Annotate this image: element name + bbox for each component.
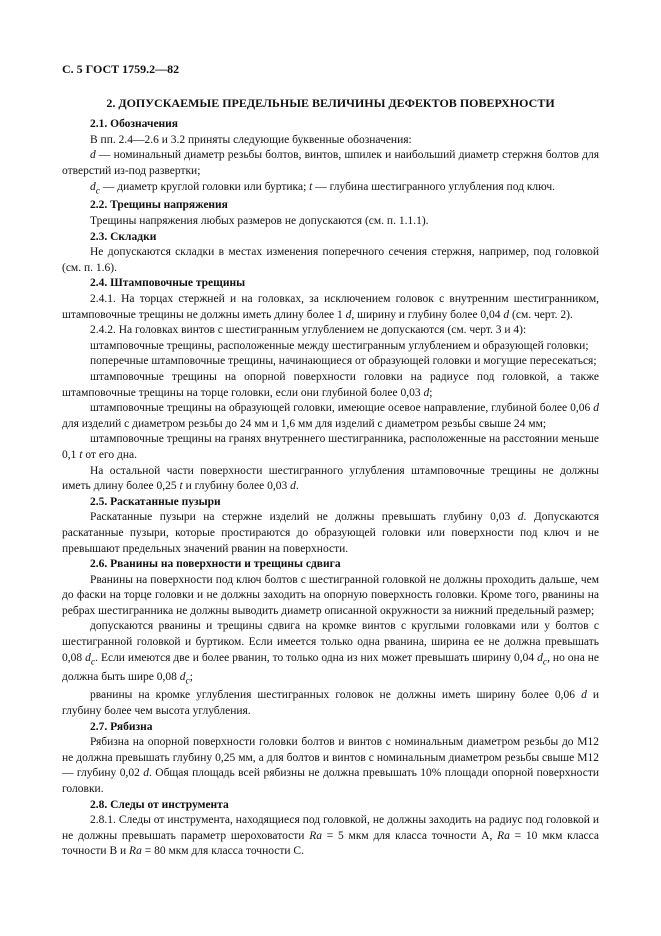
para-2-4-2d: штамповочные трещины на образующей головки, имеющие осевое направление, глубиной более 0,06 d для изделий с диаметром резьбы до 24 мм и 1,6 мм для изделий с диаметром резьбы свыше 24 мм; [62, 402, 599, 430]
para-2-4-1: 2.4.1. На торцах стержней и на головках, за исключением головок с внутренним шестигранником, штамповочные трещины не должны иметь длину более 1 d, ширину и глубину более 0,04 d (см. черт. 2). [62, 293, 599, 321]
heading-2-5: 2.5. Раскатанные пузыри [90, 495, 221, 508]
heading-2-3: 2.3. Складки [90, 230, 157, 243]
para-2-1-2: d — номинальный диаметр резьбы болтов, винтов, шпилек и наибольший диаметр стержня болтов для отверстий из-под развертки; [62, 149, 599, 177]
heading-2-6: 2.6. Рванины на поверхности и трещины сдвига [90, 558, 341, 571]
page-header: С. 5 ГОСТ 1759.2—82 [62, 62, 180, 76]
para-2-4-2a: штамповочные трещины, расположенные между шестигранным углублением и образующей головки; [90, 339, 589, 352]
para-2-7: Рябизна на опорной поверхности головки болтов и винтов с номинальным диаметром резьбы до М12 не должна превышать глубину 0,25 мм, а для болтов и винтов с номинальным диаметром резьбы свыше М12 — глубину 0,02 d. Общая площадь всей рябизны не должна превышать 10% площади опорной поверхности головки. [62, 736, 599, 796]
para-2-1-3: $d_c$ — диаметр круглой головки или буртика; t — глубина шестигранного углубления под ключ. [90, 180, 555, 196]
document-page [62, 62, 599, 860]
heading-2-2: 2.2. Трещины напряжения [90, 199, 228, 212]
heading-2-4: 2.4. Штамповочные трещины [90, 277, 246, 290]
heading-2-7: 2.7. Рябизна [90, 720, 153, 733]
para-2-2: Трещины напряжения любых размеров не допускаются (см. п. 1.1.1). [90, 215, 429, 228]
para-2-3: Не допускаются складки в местах изменения поперечного сечения стержня, например, под головкой (см. п. 1.6). [62, 246, 599, 274]
para-2-6-1: Рванины на поверхности под ключ болтов с шестигранной головкой не должны проходить дальше, чем до фаски на торце головки и не должны заходить на опорную поверхность головки. Кроме того, рванины на ребрах шестигранника не должны выводить диаметр описанной окружности за нижний предельный размер; [62, 573, 599, 617]
para-2-4-3: На остальной части поверхности шестигранного углубления штамповочные трещины не должны иметь длину более 0,25 t и глубину более 0,03 d. [62, 464, 599, 493]
para-2-8-1: 2.8.1. Следы от инструмента, находящиеся под головкой, не должны заходить на радиус под головкой и не должны превышать параметр шероховатости Ra = 5 мкм для класса точности А, Ra = 10 мкм класса точности В и Ra = 80 мкм для класса точности С. [62, 814, 600, 858]
para-2-4-2: 2.4.2. На головках винтов с шестигранным углублением не допускаются (см. черт. 3 и 4): [90, 324, 527, 337]
para-2-4-2b: поперечные штамповочные трещины, начинающиеся от образующей головки и могущие пересекаться; [90, 355, 597, 368]
para-2-6-3: рванины на кромке углубления шестигранных головок не должны иметь ширину более 0,06 d и глубину более чем высота углубления. [62, 689, 599, 718]
heading-2-8: 2.8. Следы от инструмента [90, 798, 229, 811]
para-2-6-2: допускаются рванины и трещины сдвига на кромке винтов с круглыми головками или у болтов с шестигранной головкой и буртиком. Если имеется только одна рванина, ширина ее не должна превышать 0,08 $d_c$. Если имеются две и более рванин, то только одна из них может превышать ширину 0,04 $d_c$, но она не должна быть шире 0,08 $d_c$; [62, 620, 600, 686]
para-2-4-2c: штамповочные трещины на опорной поверхности головки на радиусе под головкой, а также штамповочные трещины на торце головки, если они глубиной более 0,03 d; [62, 370, 599, 399]
para-2-1-1: В пп. 2.4—2.6 и 3.2 приняты следующие буквенные обозначения: [90, 133, 412, 146]
heading-2-1: 2.1. Обозначения [90, 118, 179, 131]
para-2-5: Раскатанные пузыри на стержне изделий не должны превышать глубину 0,03 d. Допускаются раскатанные пузыри, которые простираются до образующей головки или поверхности под ключ и не превышают предельных значений рванин на поверхности. [62, 511, 599, 555]
section-title: 2. ДОПУСКАЕМЫЕ ПРЕДЕЛЬНЫЕ ВЕЛИЧИНЫ ДЕФЕКТОВ ПОВЕРХНОСТИ [106, 95, 555, 110]
para-2-4-2e: штамповочные трещины на гранях внутреннего шестигранника, расположенные на расстоянии меньше 0,1 t от его дна. [62, 433, 599, 461]
